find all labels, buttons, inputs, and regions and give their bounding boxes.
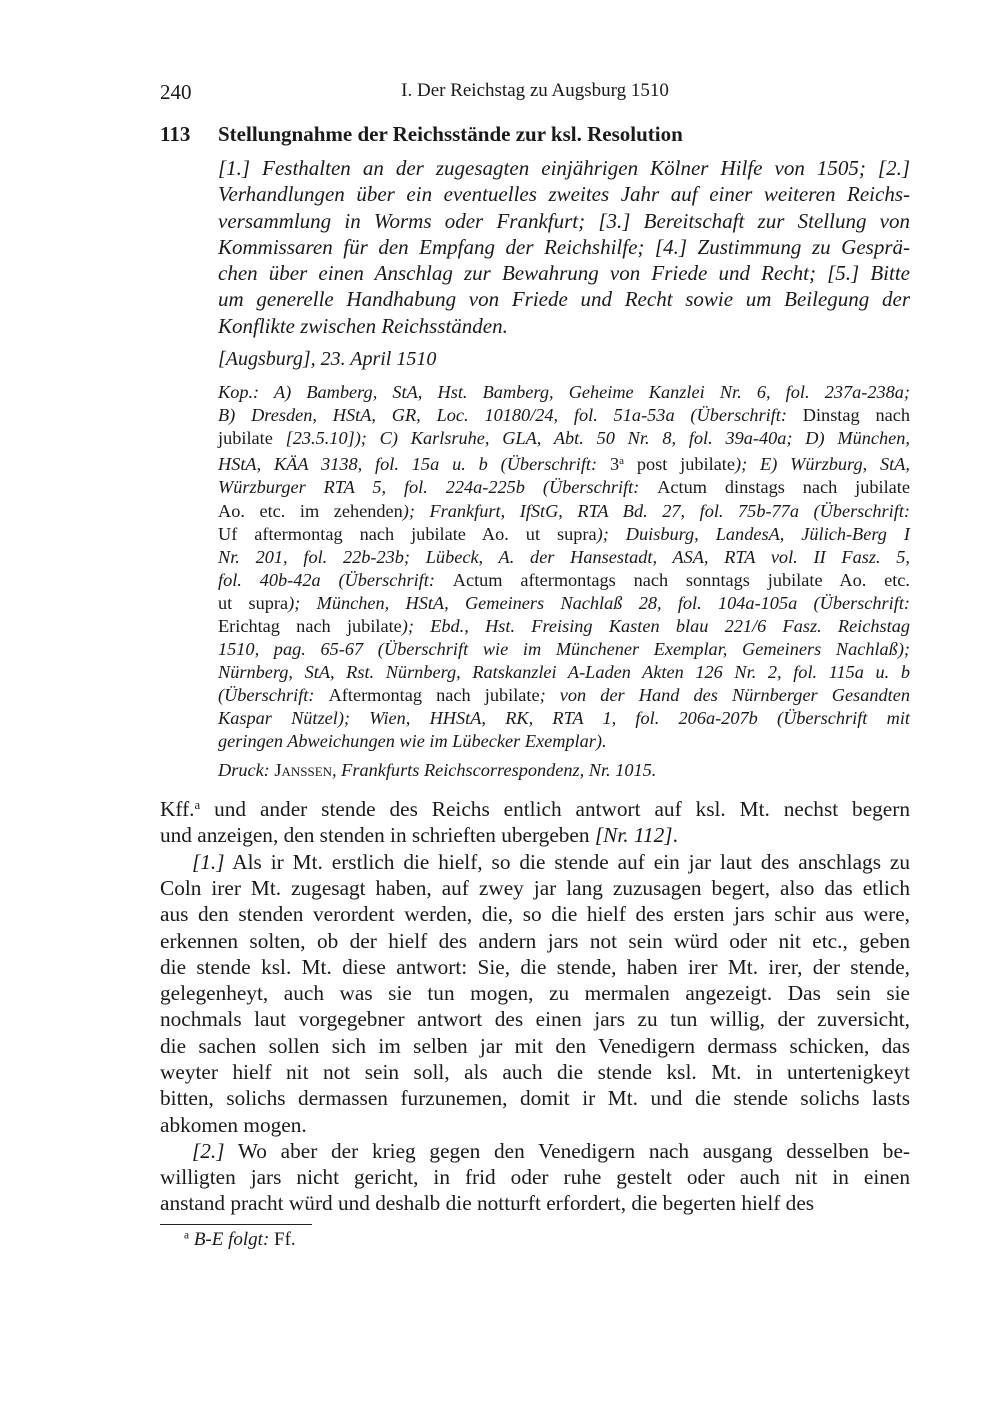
source-line <box>218 404 910 427</box>
summary-line: um generelle Handhabung von Friede und Recht sowie um Beilegung der <box>218 287 910 312</box>
text-segment: 3 <box>609 454 620 475</box>
text-segment: 1510, pag. 65-67 (Überschrift wie im Münchener Exemplar, Gemeiners Nachlaß); <box>218 639 910 660</box>
text-segment: HStA, KÄA 3138, fol. 15a u. b (Überschrift: <box>218 454 610 475</box>
text-segment <box>160 850 192 874</box>
body-line <box>160 980 910 1006</box>
text-segment: Actum aftermontags nach sonntags jubilate Ao. etc. <box>452 569 910 590</box>
source-line <box>218 615 910 638</box>
text-segment: Coln irer Mt. zugesagt haben, auf zwey jar lang zuzusagen begert, also das etlich <box>160 875 910 900</box>
text-segment: . <box>672 823 678 848</box>
text-segment: post jubilate <box>623 454 736 475</box>
text-segment: a <box>619 455 624 468</box>
text-segment: Janssen <box>274 760 333 780</box>
text-segment: a <box>184 1229 190 1242</box>
text-segment: B-E folgt: <box>189 1229 275 1250</box>
summary-line: chen über einen Anschlag zur Bewahrung von Friede und Recht; [5.] Bitte <box>218 261 910 286</box>
text-segment: a <box>194 798 201 812</box>
text-segment: willigten jars nicht gericht, in frid oder ruhe gestelt oder auch nit in einen <box>160 1165 910 1190</box>
text-segment: bitten, solichs dermassen furzunemen, domit ir Mt. und die stende solichs lasts <box>160 1086 910 1111</box>
body-line <box>160 1138 910 1164</box>
body-line <box>160 1006 910 1032</box>
text-segment: Druck: <box>218 760 275 780</box>
source-line <box>218 707 910 730</box>
body-line <box>160 1033 910 1059</box>
source-line <box>218 450 910 476</box>
text-segment: weyter hielf nit not sein soll, als auch die stende ksl. Mt. in untertenigkeyt <box>160 1059 910 1084</box>
source-line <box>218 638 910 661</box>
body-line <box>160 1112 910 1138</box>
text-segment: Uf aftermontag nach jubilate Ao. ut supra <box>218 523 597 544</box>
body-line <box>160 1164 910 1190</box>
source-line <box>218 546 910 569</box>
text-segment: gelegenheyt, auch was sie tun mogen, zu mermalen angezeigt. Das sein sie <box>160 981 910 1006</box>
text-segment <box>160 1139 192 1163</box>
text-segment: , Frankfurts Reichscorrespondenz, Nr. 1015. <box>332 760 657 780</box>
page-number: 240 <box>160 80 192 104</box>
text-segment: Kop.: A) Bamberg, StA, Hst. Bamberg, Geheime Kanzlei Nr. 6, fol. 237a-238a; <box>218 382 910 402</box>
text-segment: Nr. 201, fol. 22b-23b; Lübeck, A. der Hansestadt, ASA, RTA vol. II Fasz. 5, <box>218 546 910 567</box>
summary-regest <box>218 155 910 339</box>
text-segment: fol. 40b-42a (Überschrift: <box>218 569 453 590</box>
body-line <box>160 792 910 822</box>
body-line <box>160 822 910 848</box>
document-date: [Augsburg], 23. April 1510 <box>218 348 437 370</box>
text-segment: Actum dinstags nach jubilate <box>657 477 910 498</box>
body-line <box>160 875 910 901</box>
text-segment: Würzburger RTA 5, fol. 224a-225b (Überschrift: <box>218 477 658 498</box>
body-line <box>160 1085 910 1111</box>
text-segment: ); München, HStA, Gemeiners Nachlaß 28, fol. 104a-105a (Überschrift: <box>288 592 910 613</box>
source-line <box>218 381 910 404</box>
text-segment: jubilate <box>218 428 286 449</box>
text-segment: erkennen solten, ob der hielf des andern jars not sein würd oder nit etc., geben <box>160 928 910 953</box>
footnote-divider <box>160 1224 312 1225</box>
body-line <box>160 901 910 927</box>
body-line <box>160 954 910 980</box>
text-segment: und ander stende des Reichs entlich antwort auf ksl. Mt. nechst begern <box>200 797 910 822</box>
text-segment: Wo aber der krieg gegen den Venedigern nach ausgang desselben be- <box>224 1138 910 1163</box>
text-segment: Kaspar Nützel); Wien, HHStA, RK, RTA 1, fol. 206a-207b (Überschrift mit <box>218 708 910 729</box>
footnote <box>184 1229 296 1251</box>
text-segment: nochmals laut vorgegebner antwort des einen jars zu tun willig, der zuversicht, <box>160 1007 910 1032</box>
text-segment: anstand pracht würd und deshalb die notturft erfordert, die begerten hielf des <box>160 1191 815 1216</box>
document-body <box>160 792 910 1217</box>
document-title: Stellungnahme der Reichsstände zur ksl. Resolution <box>218 122 683 146</box>
text-segment: Ao. etc. im zehenden <box>218 500 403 521</box>
source-line <box>218 592 910 615</box>
summary-line: Kommissaren für den Empfang der Reichshilfe; [4.] Zustimmung zu Gesprä- <box>218 234 910 259</box>
source-line <box>218 730 910 753</box>
text-segment: [1.] <box>191 849 225 874</box>
text-segment: ut supra <box>218 592 289 613</box>
print-edition <box>218 760 910 781</box>
text-segment: aus den stenden verordent werden, die, so die hielf des ersten jars schir aus were, <box>160 902 910 927</box>
text-segment: geringen Abweichungen wie im Lübecker Exemplar). <box>218 731 607 752</box>
source-line <box>218 427 910 450</box>
text-segment: ; von der Hand des Nürnberger Gesandten <box>539 685 910 706</box>
body-line <box>160 1059 910 1085</box>
source-line <box>218 684 910 707</box>
text-segment: ); Ebd., Hst. Freising Kasten blau 221/6 Fasz. Reichstag <box>401 615 910 636</box>
text-segment: die stende ksl. Mt. diese antwort: Sie, die stende, haben irer Mt. irer, der stende, <box>160 954 910 979</box>
text-segment: abkomen mogen. <box>160 1112 307 1137</box>
text-segment: ); E) Würzburg, StA, <box>735 454 911 475</box>
text-segment: Nürnberg, StA, Rst. Nürnberg, Ratskanzlei A-Laden Akten 126 Nr. 2, fol. 115a u. b <box>218 662 910 683</box>
source-line <box>218 523 910 546</box>
running-title: I. Der Reichstag zu Augsburg 1510 <box>401 80 669 101</box>
summary-line: Konflikte zwischen Reichsständen. <box>218 313 508 338</box>
text-segment: und anzeigen, den stenden in schrieften ubergeben <box>160 823 595 848</box>
text-segment: [Nr. 112] <box>594 823 673 848</box>
document-heading <box>160 122 683 147</box>
text-segment: ); Duisburg, LandesA, Jülich-Berg I <box>596 523 910 544</box>
source-line <box>218 569 910 592</box>
text-segment: [23.5.10]); C) Karlsruhe, GLA, Abt. 50 Nr. 8, fol. 39a-40a; D) München, <box>285 428 910 449</box>
document-number: 113 <box>160 122 191 146</box>
text-segment: Als ir Mt. erstlich die hielf, so die stende auf ein jar laut des anschlags zu <box>224 849 910 874</box>
text-segment: Kff. <box>160 797 195 822</box>
body-line <box>160 849 910 875</box>
text-segment: die sachen sollen sich im selben jar mit den Venedigern dermass schicken, das <box>160 1033 910 1058</box>
body-line <box>160 928 910 954</box>
source-line <box>218 476 910 499</box>
summary-line: versammlung in Worms oder Frankfurt; [3.] Bereitschaft zur Stellung von <box>218 208 910 233</box>
sources-paragraph <box>218 381 910 754</box>
text-segment: Dinstag nach <box>802 405 910 426</box>
source-line <box>218 661 910 684</box>
text-segment: B) Dresden, HStA, GR, Loc. 10180/24, fol. 51a-53a (Überschrift: <box>218 405 803 426</box>
text-segment: Erichtag nach jubilate <box>218 615 402 636</box>
summary-line: Verhandlungen über ein eventuelles zweites Jahr auf einer weiteren Reichs- <box>218 182 910 207</box>
source-line <box>218 500 910 523</box>
text-segment: ); Frankfurt, IfStG, RTA Bd. 27, fol. 75b-77a (Überschrift: <box>402 500 910 521</box>
body-line <box>160 1190 910 1216</box>
text-segment: [2.] <box>191 1138 225 1163</box>
text-segment: (Überschrift: <box>218 685 329 706</box>
text-segment: Aftermontag nach jubilate <box>328 685 540 706</box>
text-segment: Ff. <box>274 1229 296 1250</box>
summary-line: [1.] Festhalten an der zugesagten einjährigen Kölner Hilfe von 1505; [2.] <box>218 156 910 180</box>
